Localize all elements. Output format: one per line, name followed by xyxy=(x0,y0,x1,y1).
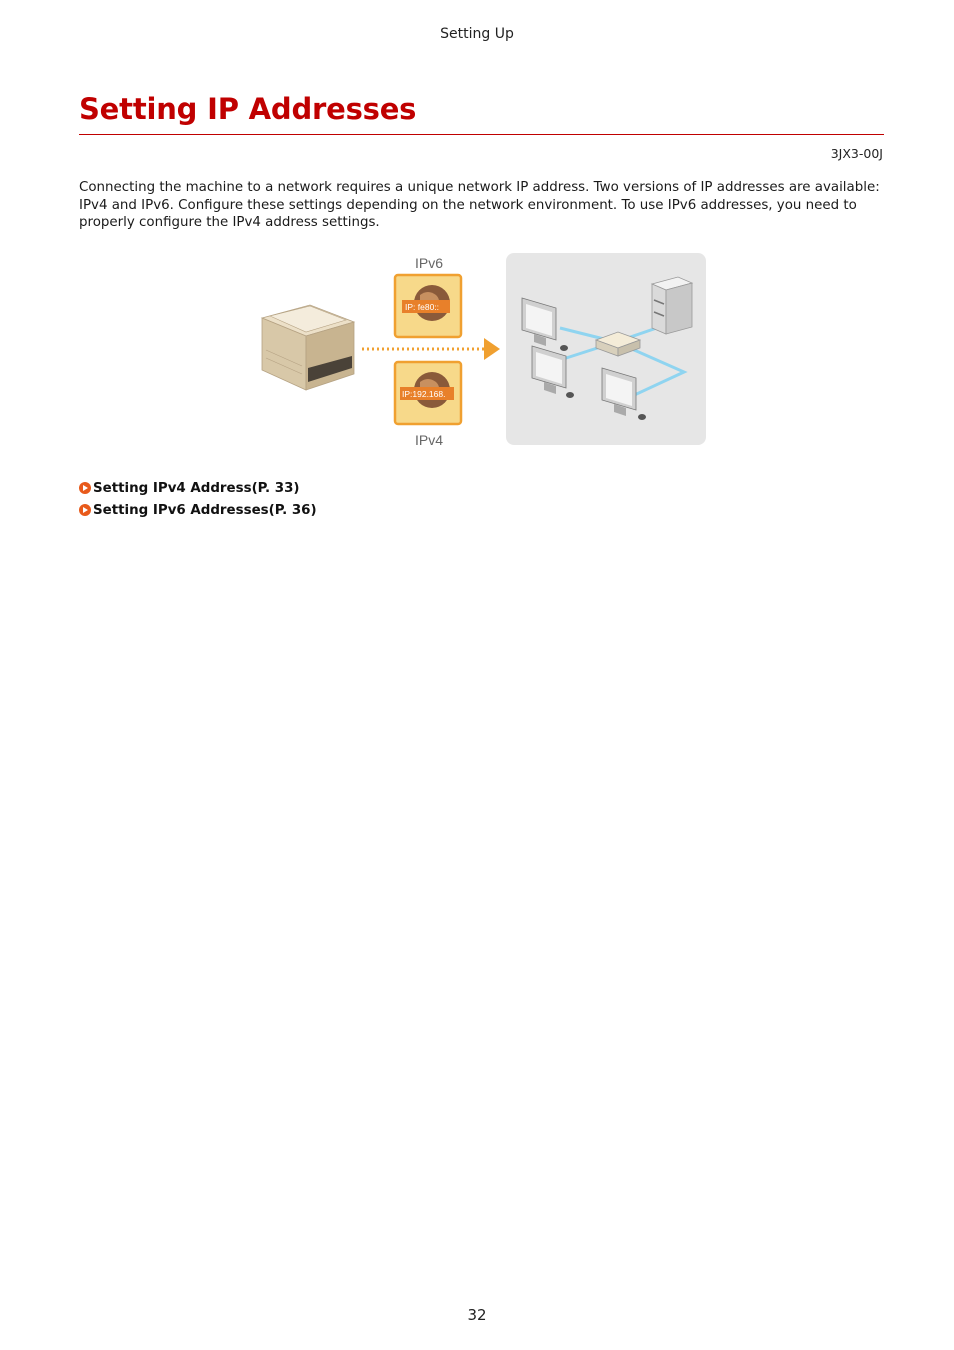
server-icon xyxy=(652,277,692,334)
link-setting-ipv6-addresses[interactable] xyxy=(79,499,317,521)
related-links xyxy=(79,477,317,521)
arrow-circle-icon xyxy=(79,482,91,494)
printer-icon xyxy=(262,305,354,390)
ip-address-figure xyxy=(250,250,710,450)
ipv4-card xyxy=(395,362,461,424)
link-label: Setting IPv4 Address(P. 33) xyxy=(93,480,300,496)
page-title: Setting IP Addresses xyxy=(79,92,417,126)
ipv6-label: IPv6 xyxy=(414,255,444,271)
ipv6-address: IP: fe80:: xyxy=(405,302,440,312)
page-number: 32 xyxy=(467,1306,487,1324)
intro-paragraph: Connecting the machine to a network requires a unique network IP address. Two versions of IP addresses are available: IPv4 and IPv6. Configure these settings depending on the network environment. To use IPv6 addresses, you need to properly configure the IPv4 address settings. xyxy=(79,180,880,230)
title-rule xyxy=(79,134,884,135)
ipv6-card xyxy=(395,275,461,337)
document-code: 3JX3-00J xyxy=(830,146,883,161)
running-header: Setting Up xyxy=(440,26,514,42)
arrow-head-icon xyxy=(484,338,500,360)
link-label: Setting IPv6 Addresses(P. 36) xyxy=(93,502,317,518)
ipv4-address: IP:192.168. xyxy=(402,389,446,399)
arrow-circle-icon xyxy=(79,504,91,516)
link-setting-ipv4-address[interactable] xyxy=(79,477,317,499)
ipv4-label: IPv4 xyxy=(414,432,444,448)
